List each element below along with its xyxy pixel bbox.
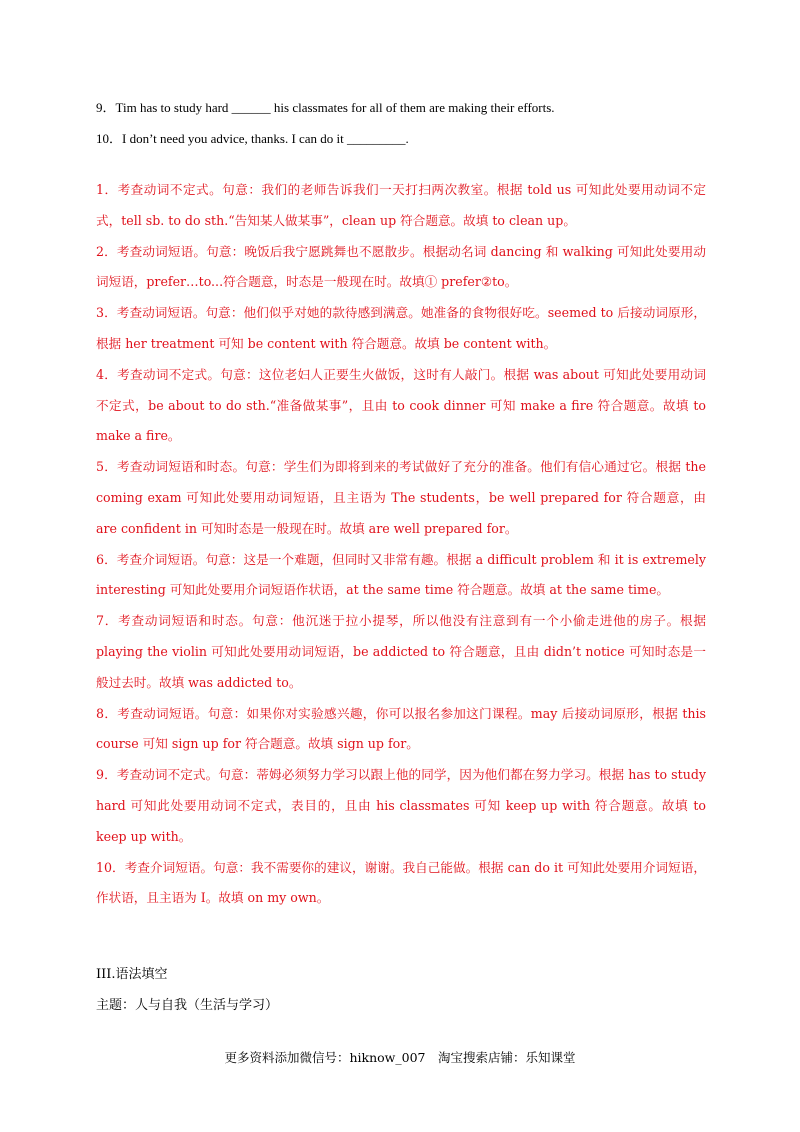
section-topic: 主题：人与自我（生活与学习）: [96, 998, 279, 1013]
answer-3: 3．考查动词短语。句意：他们似乎对她的款待感到满意。她准备的食物很好吃。seemed to 后接动词原形，根据 her treatment 可知 be content with 符合题意。故填 be content with。: [96, 305, 706, 351]
page-footer: 更多资料添加微信号：hiknow_007 淘宝搜索店铺：乐知课堂: [224, 1050, 576, 1065]
answer-10: 10．考查介词短语。句意：我不需要你的建议，谢谢。我自己能做。根据 can do it 可知此处要用介词短语，作状语，且主语为 I。故填 on my own。: [96, 859, 706, 906]
answer-6: 6．考查介词短语。句意：这是一个难题，但同时又非常有趣。根据 a difficult problem 和 it is extremely interesting 可知此处要用介词短语作状语，at the same time 符合题意。故填 at the same time。: [96, 551, 706, 598]
answer-9: 9．考查动词不定式。句意：蒂姆必须努力学习以跟上他的同学，因为他们都在努力学习。根据 has to study hard 可知此处要用动词不定式，表目的，且由 his classmates 可知 keep up with 符合题意。故填 to keep up with。: [96, 767, 706, 844]
question-10: 10．I don’t need you advice, thanks. I can do it _________.: [96, 131, 409, 146]
section-title: III.语法填空: [96, 967, 168, 982]
answer-4: 4．考查动词不定式。句意：这位老妇人正要生火做饭，这时有人敲门。根据 was about 可知此处要用动词不定式，be about to do sth.“准备做某事”，且由 to cook dinner 可知 make a fire 符合题意。故填 to make a fire。: [96, 366, 706, 444]
answer-5: 5．考查动词短语和时态。句意：学生们为即将到来的考试做好了充分的准备。他们有信心通过它。根据 the coming exam 可知此处要用动词短语，且主语为 The students，be well prepared for 符合题意，由 are confident in 可知时态是一般现在时。故填 are well prepared for。: [96, 459, 706, 536]
answer-7: 7．考查动词短语和时态。句意：他沉迷于拉小提琴，所以他没有注意到有一个小偷走进他的房子。根据 playing the violin 可知此处要用动词短语，be addicted to 符合题意，且由 didn’t notice 可知时态是一般过去时。故填 was addicted to。: [96, 613, 706, 690]
answer-1: 1．考查动词不定式。句意：我们的老师告诉我们一天打扫两次教室。根据 told us 可知此处要用动词不定式，tell sb. to do sth.“告知某人做某事”，clean up 符合题意。故填 to clean up。: [96, 182, 706, 228]
answer-8: 8．考查动词短语。句意：如果你对实验感兴趣，你可以报名参加这门课程。may 后接动词原形，根据 this course 可知 sign up for 符合题意。故填 sign up for。: [96, 705, 706, 752]
answer-2: 2．考查动词短语。句意：晚饭后我宁愿跳舞也不愿散步。根据动名词 dancing 和 walking 可知此处要用动词短语，prefer…to...符合题意，时态是一般现在时。故填① prefer②to。: [96, 243, 706, 290]
question-9: 9．Tim has to study hard ______ his classmates for all of them are making their efforts.: [96, 100, 555, 115]
answer-explanations: [96, 175, 706, 914]
